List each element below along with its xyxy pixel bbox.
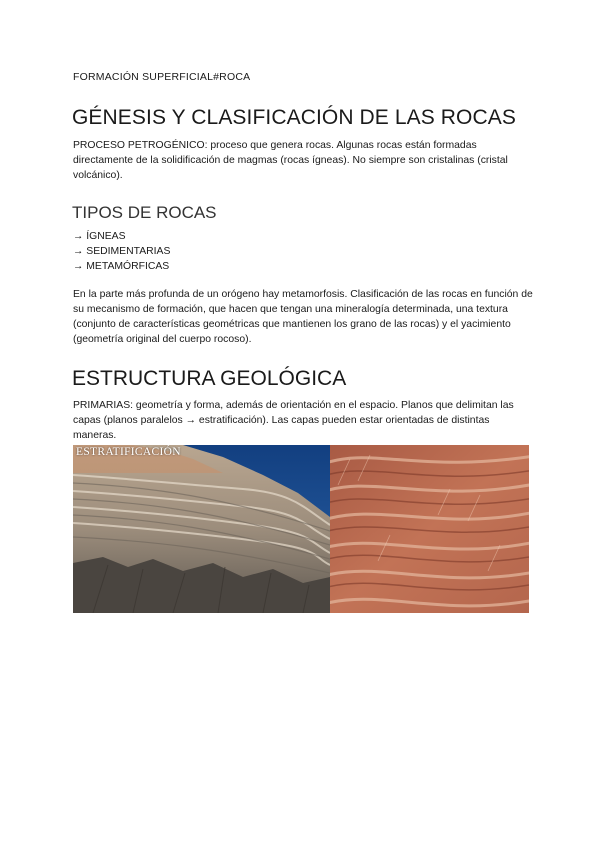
paragraph-metamorfosis: En la parte más profunda de un orógeno hay metamorfosis. Clasificación de las rocas en función de su mecanismo de formación, que hacen que tengan una mineralogía determinada, una textura (conjunto de características geométricas que mantienen los grano de las rocas) y el yacimiento (geometría original del cuerpo rocoso). xyxy=(73,289,533,345)
photo-caption: ESTRATIFICACIÓN xyxy=(76,446,181,458)
document-kicker: FORMACIÓN SUPERFICIAL#ROCA xyxy=(73,71,251,83)
sandstone-photo-illustration xyxy=(330,445,529,613)
list-item: → ÍGNEAS xyxy=(73,231,126,242)
list-item: → METAMÓRFICAS xyxy=(73,261,170,272)
rock-types-list xyxy=(73,229,170,274)
cliff-photo-illustration xyxy=(73,445,330,613)
section-title-genesis: GÉNESIS Y CLASIFICACIÓN DE LAS ROCAS xyxy=(72,106,516,129)
section-title-tipos-de-rocas: TIPOS DE ROCAS xyxy=(72,203,217,222)
paragraph-proceso-petrogenico: PROCESO PETROGÉNICO: proceso que genera rocas. Algunas rocas están formadas directamente de la solidificación de magmas (rocas ígneas). No siempre son cristalinas (cristal volcánico). xyxy=(73,140,508,181)
sandstone-crossbedding-photo xyxy=(330,445,529,613)
paragraph-primarias: PRIMARIAS: geometría y forma, además de orientación en el espacio. Planos que delimitan las capas (planos paralelos → estratificación). Las capas pueden estar orientadas de distintas maneras. xyxy=(73,400,514,441)
list-item: → SEDIMENTARIAS xyxy=(73,246,171,257)
cliff-stratification-photo xyxy=(73,445,330,613)
section-title-estructura-geologica: ESTRUCTURA GEOLÓGICA xyxy=(72,367,347,390)
stratification-photos xyxy=(73,445,529,613)
